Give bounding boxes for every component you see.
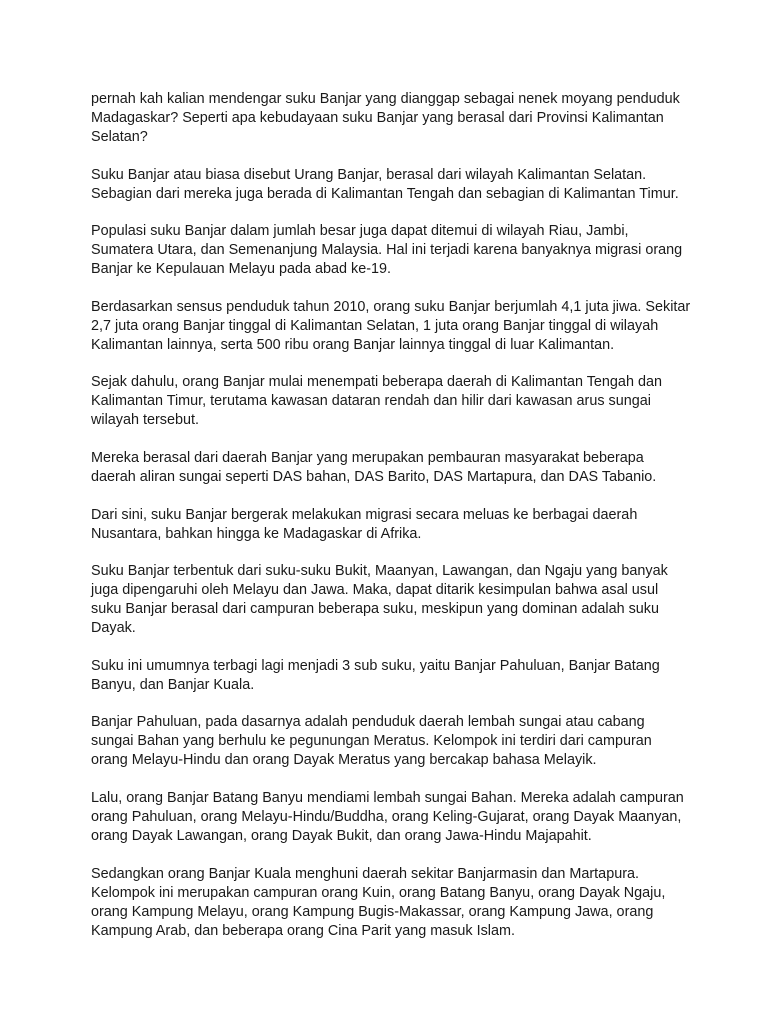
document-body: [91, 90, 691, 959]
paragraph-kuala: Sedangkan orang Banjar Kuala menghuni daerah sekitar Banjarmasin dan Martapura. Kelompok ini merupakan campuran orang Kuin, orang Batang Banyu, orang Dayak Ngaju, orang Kampung Melayu, orang Kampung Bugis-Makassar, orang Kampung Jawa, orang Kampung Arab, dan beberapa orang Cina Parit yang masuk Islam.: [91, 865, 666, 939]
paragraph-intro: pernah kah kalian mendengar suku Banjar yang dianggap sebagai nenek moyang penduduk Madagaskar? Seperti apa kebudayaan suku Banjar yang berasal dari Provinsi Kalimantan Selatan?: [91, 91, 680, 145]
paragraph-census: Berdasarkan sensus penduduk tahun 2010, orang suku Banjar berjumlah 4,1 juta jiwa. Sekitar 2,7 juta orang Banjar tinggal di Kalimantan Selatan, 1 juta orang Banjar tinggal di wilayah Kalimantan lainnya, serta 500 ribu orang Banjar lainnya tinggal di luar Kalimantan.: [91, 298, 691, 353]
paragraph-population: Populasi suku Banjar dalam jumlah besar juga dapat ditemui di wilayah Riau, Jambi, Sumatera Utara, dan Semenanjung Malaysia. Hal ini terjadi karena banyaknya migrasi orang Banjar ke Kepulauan Melayu pada abad ke-19.: [91, 223, 683, 278]
paragraph-pahuluan: Banjar Pahuluan, pada dasarnya adalah penduduk daerah lembah sungai atau cabang sungai Bahan yang berhulu ke pegunungan Meratus. Kelompok ini terdiri dari campuran orang Melayu-Hindu dan orang Dayak Meratus yang bercakap bahasa Melayik.: [91, 714, 652, 769]
paragraph-settlement: Sejak dahulu, orang Banjar mulai menempati beberapa daerah di Kalimantan Tengah dan Kalimantan Timur, terutama kawasan dataran rendah dan hilir dari kawasan arus sungai wilayah tersebut.: [91, 374, 662, 429]
paragraph-sub-tribes: Suku ini umumnya terbagi lagi menjadi 3 sub suku, yaitu Banjar Pahuluan, Banjar Batang Banyu, dan Banjar Kuala.: [91, 657, 660, 693]
paragraph-formation: Suku Banjar terbentuk dari suku-suku Bukit, Maanyan, Lawangan, dan Ngaju yang banyak juga dipengaruhi oleh Melayu dan Jawa. Maka, dapat ditarik kesimpulan bahwa asal usul suku Banjar berasal dari campuran beberapa suku, meskipun yang dominan adalah suku Dayak.: [91, 563, 668, 637]
paragraph-origin: Suku Banjar atau biasa disebut Urang Banjar, berasal dari wilayah Kalimantan Selatan. Sebagian dari mereka juga berada di Kalimantan Tengah dan sebagian di Kalimantan Timur.: [91, 166, 679, 202]
paragraph-river-basins: Mereka berasal dari daerah Banjar yang merupakan pembauran masyarakat beberapa daerah aliran sungai seperti DAS bahan, DAS Barito, DAS Martapura, dan DAS Tabanio.: [91, 449, 657, 485]
paragraph-migration: Dari sini, suku Banjar bergerak melakukan migrasi secara meluas ke berbagai daerah Nusantara, bahkan hingga ke Madagaskar di Afrika.: [91, 506, 638, 542]
paragraph-batang-banyu: Lalu, orang Banjar Batang Banyu mendiami lembah sungai Bahan. Mereka adalah campuran orang Pahuluan, orang Melayu-Hindu/Buddha, orang Keling-Gujarat, orang Dayak Maanyan, orang Dayak Lawangan, orang Dayak Bukit, dan orang Jawa-Hindu Majapahit.: [91, 789, 684, 844]
